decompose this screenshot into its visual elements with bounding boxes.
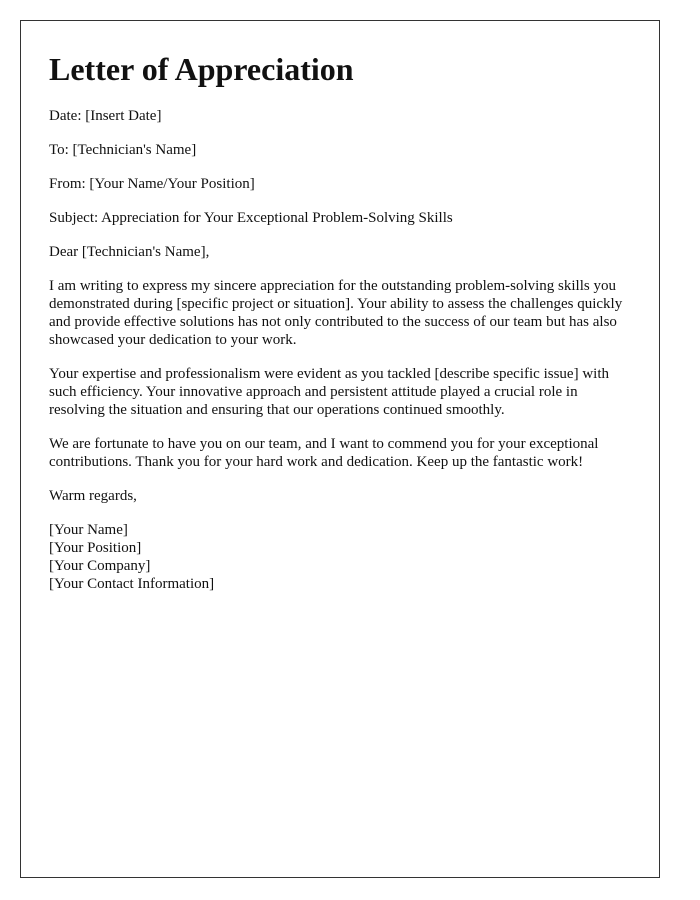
signature-position: [Your Position] xyxy=(49,540,142,556)
closing: Warm regards, xyxy=(49,488,137,504)
date-line: Date: [Insert Date] xyxy=(49,108,162,124)
signature-company: [Your Company] xyxy=(49,558,151,574)
signature-block xyxy=(49,521,631,593)
signature-name: [Your Name] xyxy=(49,522,128,538)
from-line: From: [Your Name/Your Position] xyxy=(49,176,255,192)
salutation: Dear [Technician's Name], xyxy=(49,244,210,260)
letter-page xyxy=(20,20,660,878)
body-paragraph-2: Your expertise and professionalism were evident as you tackled [describe specific issue] with such efficiency. Your innovative approach and persistent attitude played a crucial role in resolving the situation and ensuring that our operations continued smoothly. xyxy=(49,366,609,418)
signature-contact: [Your Contact Information] xyxy=(49,576,215,592)
body-paragraph-1: I am writing to express my sincere appreciation for the outstanding problem-solving skills you demonstrated during [specific project or situation]. Your ability to assess the challenges quickly and provide effective solutions has not only contributed to the success of our team but has also showcased your dedication to your work. xyxy=(49,278,623,348)
letter-title: Letter of Appreciation xyxy=(49,51,354,87)
subject-line: Subject: Appreciation for Your Exceptional Problem-Solving Skills xyxy=(49,210,453,226)
to-line: To: [Technician's Name] xyxy=(49,142,197,158)
body-paragraph-3: We are fortunate to have you on our team, and I want to commend you for your exceptional contributions. Thank you for your hard work and dedication. Keep up the fantastic work! xyxy=(49,436,599,470)
